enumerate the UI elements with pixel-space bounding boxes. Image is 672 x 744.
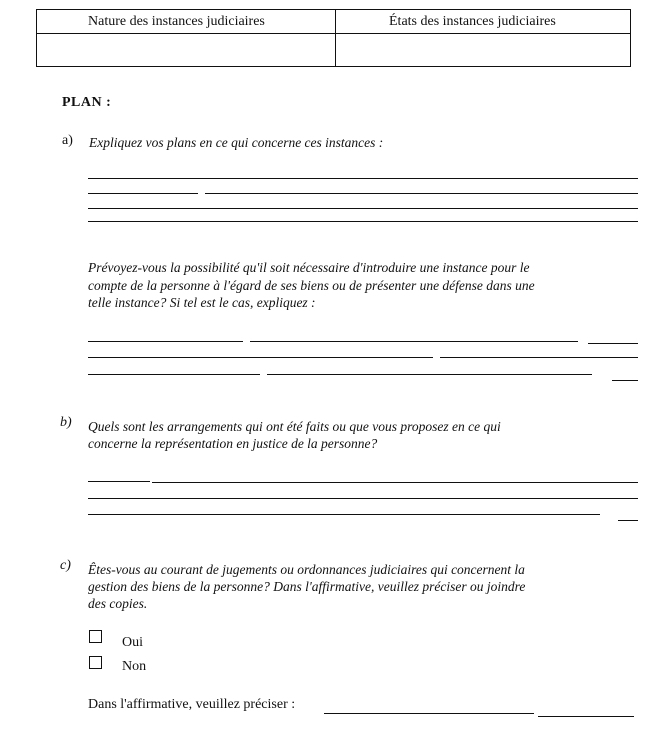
table-header-divider	[37, 33, 630, 34]
answer-line-a2-1c[interactable]	[588, 343, 638, 344]
answer-line-b-3a[interactable]	[88, 514, 600, 515]
answer-line-a2-3b[interactable]	[267, 374, 592, 375]
answer-line-a-2b[interactable]	[205, 193, 638, 194]
specify-line-a[interactable]	[324, 713, 534, 714]
question-a-followup-line-2: compte de la personne à l'égard de ses biens ou de présenter une défense dans une	[88, 278, 535, 293]
checkbox-non[interactable]	[89, 656, 102, 669]
question-c-label: c)	[60, 558, 71, 573]
answer-line-a-1[interactable]	[88, 178, 638, 179]
answer-line-a2-1b[interactable]	[250, 341, 578, 342]
table-column-divider	[335, 10, 336, 66]
question-c-line-2: gestion des biens de la personne? Dans l'affirmative, veuillez préciser ou joindre	[88, 579, 526, 594]
answer-line-a2-3c[interactable]	[612, 380, 638, 381]
question-b-label: b)	[60, 415, 72, 430]
plan-heading: PLAN :	[62, 95, 112, 110]
question-c-line-1: Êtes-vous au courant de jugements ou ordonnances judiciaires qui concernent la	[88, 562, 525, 577]
table-cell-nature[interactable]	[39, 35, 333, 65]
option-label-oui: Oui	[122, 635, 143, 650]
table-header-etats: États des instances judiciaires	[389, 14, 556, 29]
court-proceedings-table	[36, 9, 631, 67]
answer-line-b-1a[interactable]	[88, 481, 150, 482]
answer-line-b-3b[interactable]	[618, 520, 638, 521]
answer-line-a2-3a[interactable]	[88, 374, 260, 375]
table-header-nature: Nature des instances judiciaires	[88, 14, 265, 29]
answer-line-b-1b[interactable]	[152, 482, 638, 483]
option-label-non: Non	[122, 659, 147, 674]
question-a-label: a)	[62, 133, 73, 148]
question-a-text: Expliquez vos plans en ce qui concerne ces instances :	[89, 135, 384, 150]
answer-line-a2-1a[interactable]	[88, 341, 243, 342]
specify-label: Dans l'affirmative, veuillez préciser :	[88, 697, 296, 712]
answer-line-a2-2b[interactable]	[440, 357, 638, 358]
checkbox-oui[interactable]	[89, 630, 102, 643]
question-c-line-3: des copies.	[88, 596, 148, 611]
answer-line-a2-2a[interactable]	[88, 357, 433, 358]
question-a-followup-line-3: telle instance? Si tel est le cas, expliquez :	[88, 295, 316, 310]
question-a-followup-line-1: Prévoyez-vous la possibilité qu'il soit nécessaire d'introduire une instance pour le	[88, 260, 530, 275]
answer-line-a-3[interactable]	[88, 208, 638, 209]
question-b-line-2: concerne la représentation en justice de la personne?	[88, 436, 378, 451]
specify-line-b[interactable]	[538, 716, 634, 717]
answer-line-b-2[interactable]	[88, 498, 638, 499]
answer-line-a-2a[interactable]	[88, 193, 198, 194]
table-cell-etats[interactable]	[338, 35, 628, 65]
answer-line-a-4[interactable]	[88, 221, 638, 222]
question-b-line-1: Quels sont les arrangements qui ont été faits ou que vous proposez en ce qui	[88, 419, 501, 434]
